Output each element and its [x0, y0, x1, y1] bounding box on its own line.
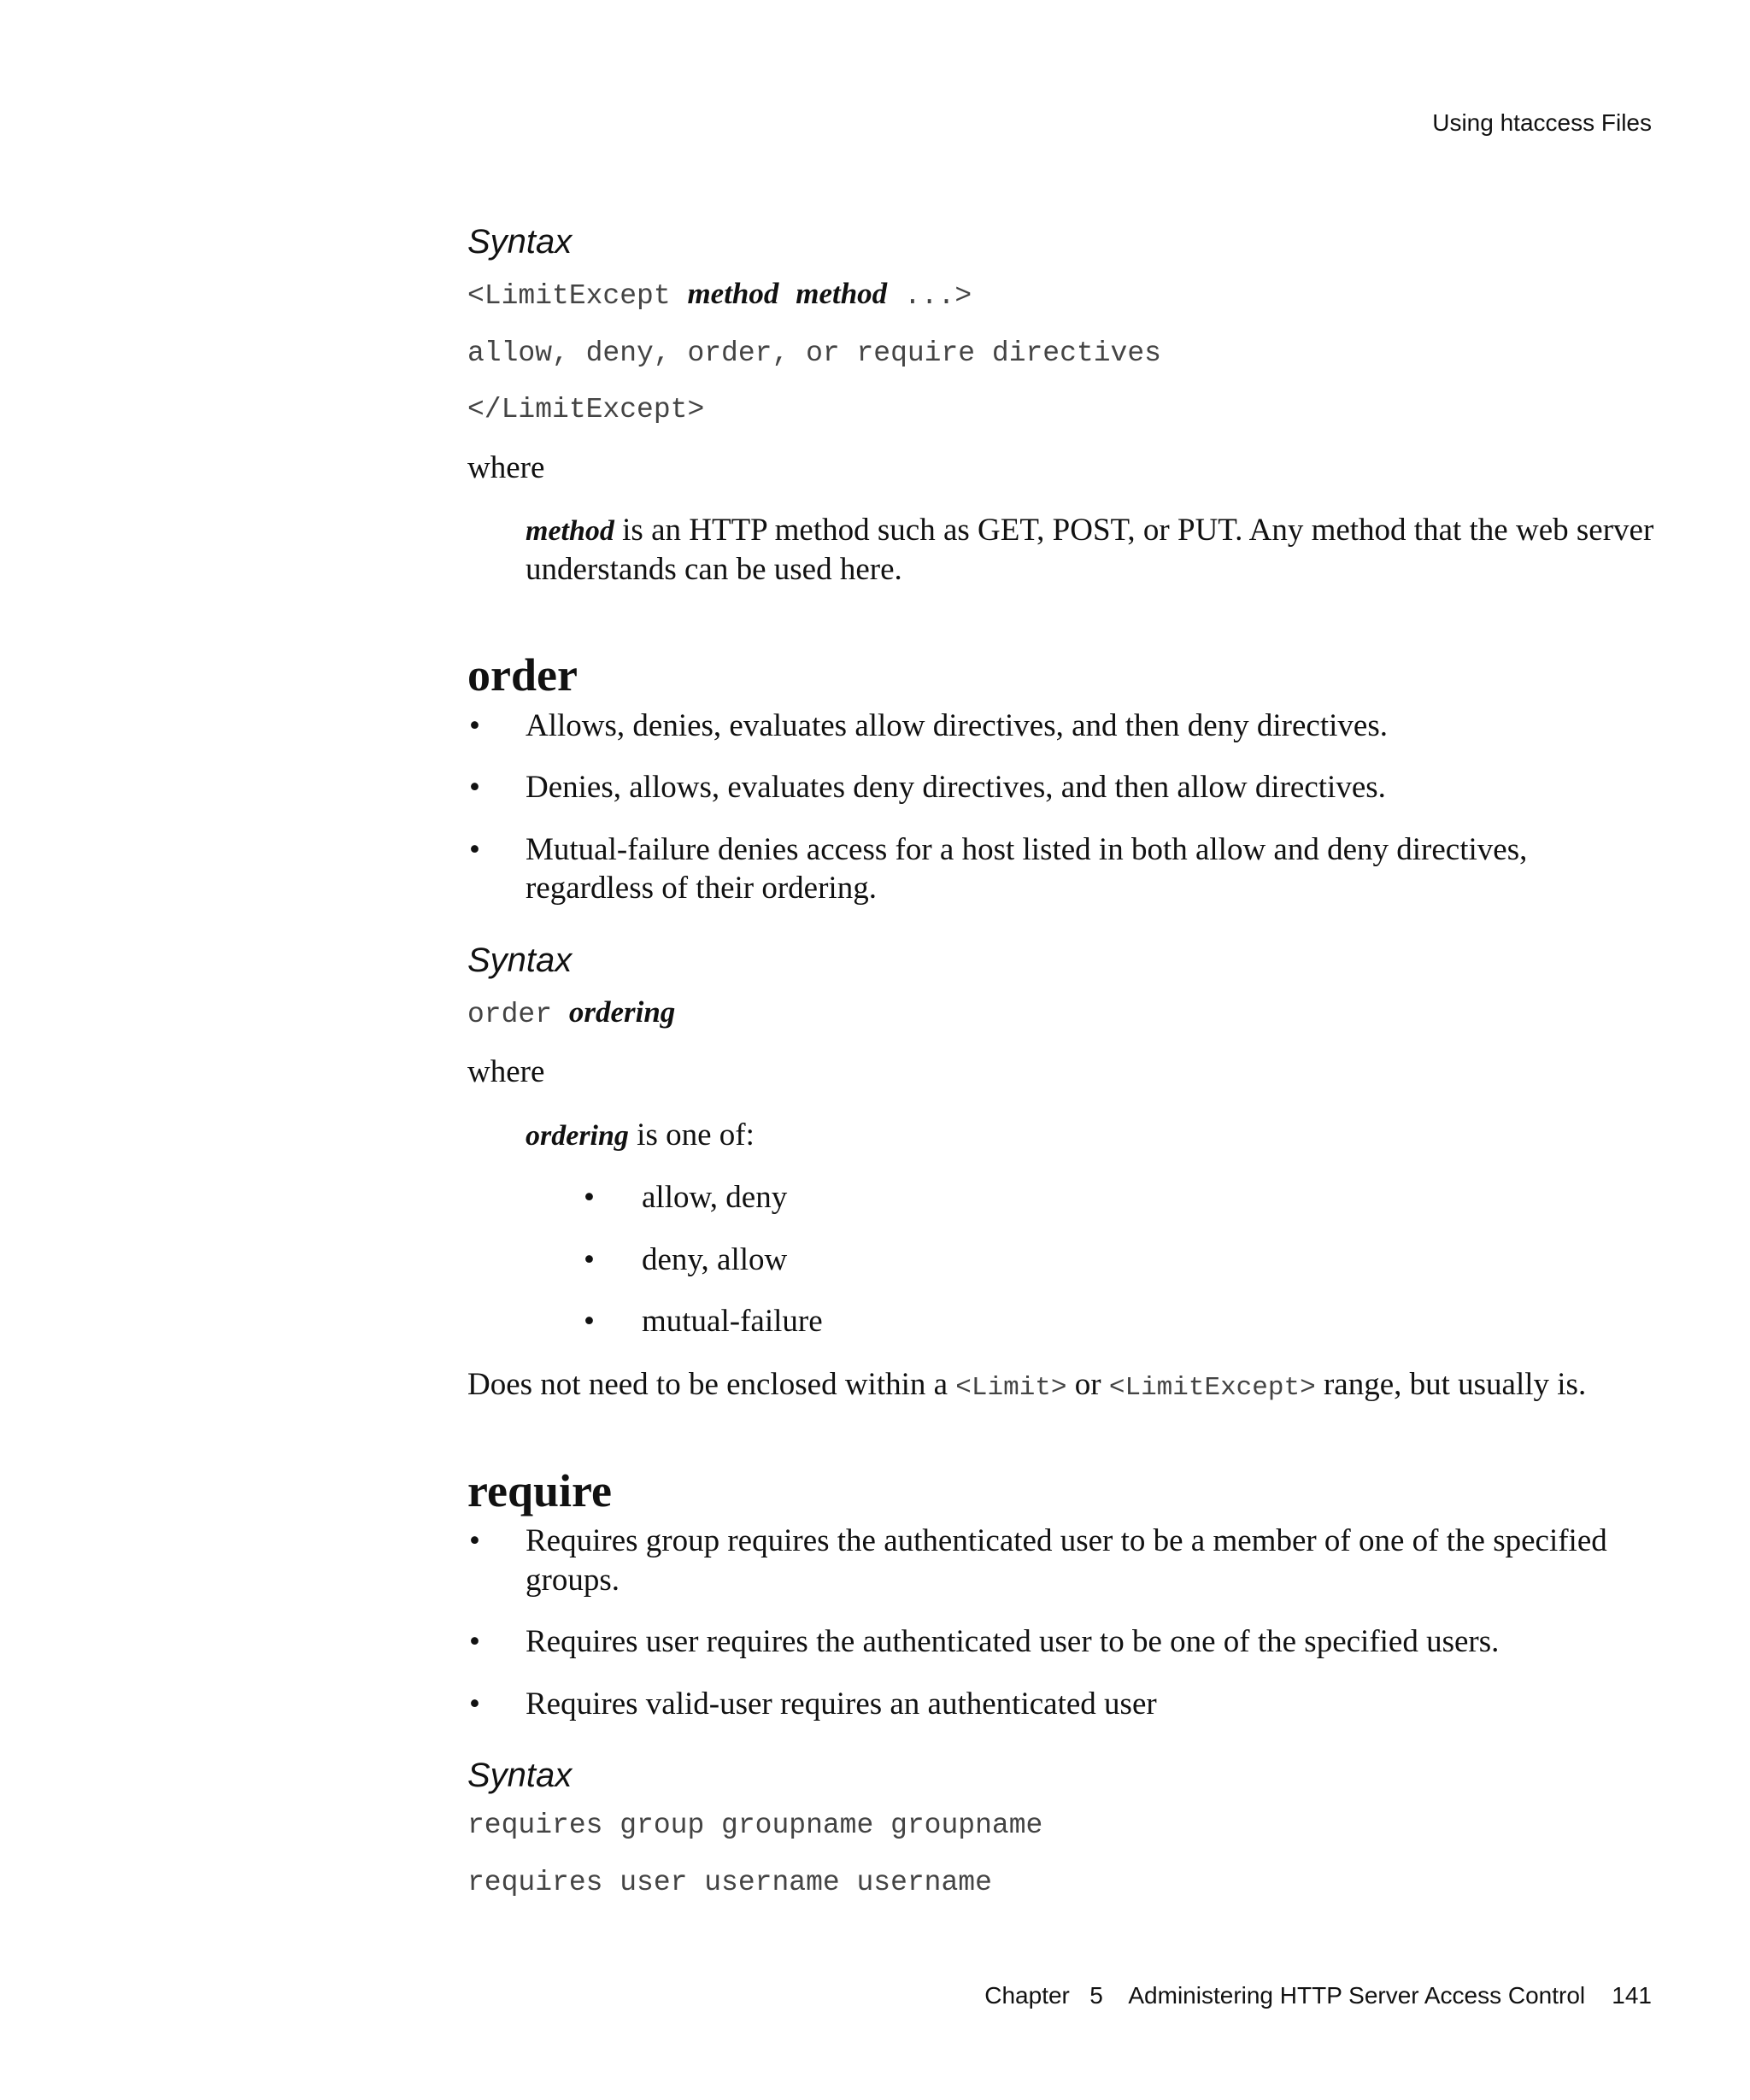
list-item-text: Allows, denies, evaluates allow directives, and then deny directives.: [526, 707, 1388, 743]
bullet-icon: •: [469, 707, 480, 743]
where-desc-text: is one of:: [628, 1117, 755, 1153]
list-item-text: Denies, allows, evaluates deny directives, and then allow directives.: [526, 770, 1386, 806]
list-item: [584, 1241, 1655, 1280]
note-text: range, but usually is.: [1315, 1366, 1587, 1402]
bullet-icon: •: [469, 1686, 480, 1722]
section-heading-require: require: [467, 1464, 612, 1516]
where-term: ordering: [526, 1119, 629, 1152]
bullet-icon: •: [469, 770, 480, 806]
code-text: ...>: [903, 280, 972, 312]
where-label: where: [467, 449, 545, 485]
page-footer: [984, 1982, 1652, 2009]
code-arg: method: [687, 277, 779, 310]
page-number: 141: [1612, 1982, 1652, 2009]
syntax-heading: Syntax: [467, 1757, 573, 1795]
code-arg: ordering: [568, 994, 676, 1029]
syntax-heading: Syntax: [467, 941, 573, 979]
code-arg: method: [796, 277, 888, 310]
list-item-text: Requires valid-user requires an authenticated user: [526, 1686, 1157, 1722]
options-list: [467, 1178, 1655, 1341]
list-item-text: deny, allow: [642, 1241, 788, 1277]
note-text: Does not need to be enclosed within a: [467, 1366, 956, 1402]
where-description: [526, 1116, 1655, 1155]
syntax-heading: Syntax: [467, 223, 573, 261]
list-item: [467, 830, 1655, 908]
code-line: requires group groupname groupname: [467, 1810, 1043, 1842]
bullet-list: [467, 1522, 1655, 1723]
note-text: or: [1066, 1366, 1109, 1402]
code-text: <LimitExcept: [467, 280, 671, 312]
bullet-icon: •: [584, 1180, 595, 1216]
bullet-icon: •: [584, 1241, 595, 1277]
inline-code: <Limit>: [955, 1372, 1067, 1403]
footer-chapter-number: 5: [1089, 1982, 1103, 2009]
list-item: [467, 1522, 1655, 1599]
list-item: [467, 768, 1655, 807]
code-line: </LimitExcept>: [467, 394, 705, 426]
bullet-icon: •: [584, 1304, 595, 1340]
where-label: where: [467, 1054, 545, 1090]
order-note: [467, 1365, 1655, 1405]
section-heading-order: order: [467, 649, 578, 701]
page-content: [467, 220, 1655, 1921]
bullet-list: [467, 707, 1655, 908]
bullet-icon: •: [469, 1523, 480, 1559]
where-description: [526, 511, 1655, 589]
inline-code: <LimitExcept>: [1108, 1372, 1316, 1403]
code-line: [467, 273, 1655, 316]
list-item: [584, 1178, 1655, 1217]
list-item-text: Requires group requires the authenticated user to be a member of one of the specified groups.: [526, 1523, 1607, 1598]
code-line: [467, 992, 1655, 1035]
list-item-text: Mutual-failure denies access for a host listed in both allow and deny directives, regardless of their ordering.: [526, 831, 1528, 906]
code-text: order: [467, 998, 553, 1030]
list-item: [584, 1302, 1655, 1341]
running-head: Using htaccess Files: [1432, 109, 1652, 136]
code-line: requires user username username: [467, 1866, 992, 1898]
footer-chapter-title: Administering HTTP Server Access Control: [1128, 1982, 1586, 2009]
bullet-icon: •: [469, 831, 480, 867]
bullet-icon: •: [469, 1624, 480, 1660]
code-line: allow, deny, order, or require directives: [467, 337, 1161, 369]
where-term: method: [526, 515, 614, 548]
list-item: [467, 1685, 1655, 1724]
list-item: [467, 707, 1655, 746]
where-desc-text: is an HTTP method such as GET, POST, or PUT. Any method that the web server understands can be used here.: [526, 513, 1654, 587]
list-item-text: allow, deny: [642, 1180, 788, 1216]
footer-chapter-label: Chapter: [984, 1982, 1070, 2009]
list-item-text: mutual-failure: [642, 1304, 823, 1340]
list-item: [467, 1622, 1655, 1662]
list-item-text: Requires user requires the authenticated user to be one of the specified users.: [526, 1624, 1500, 1660]
